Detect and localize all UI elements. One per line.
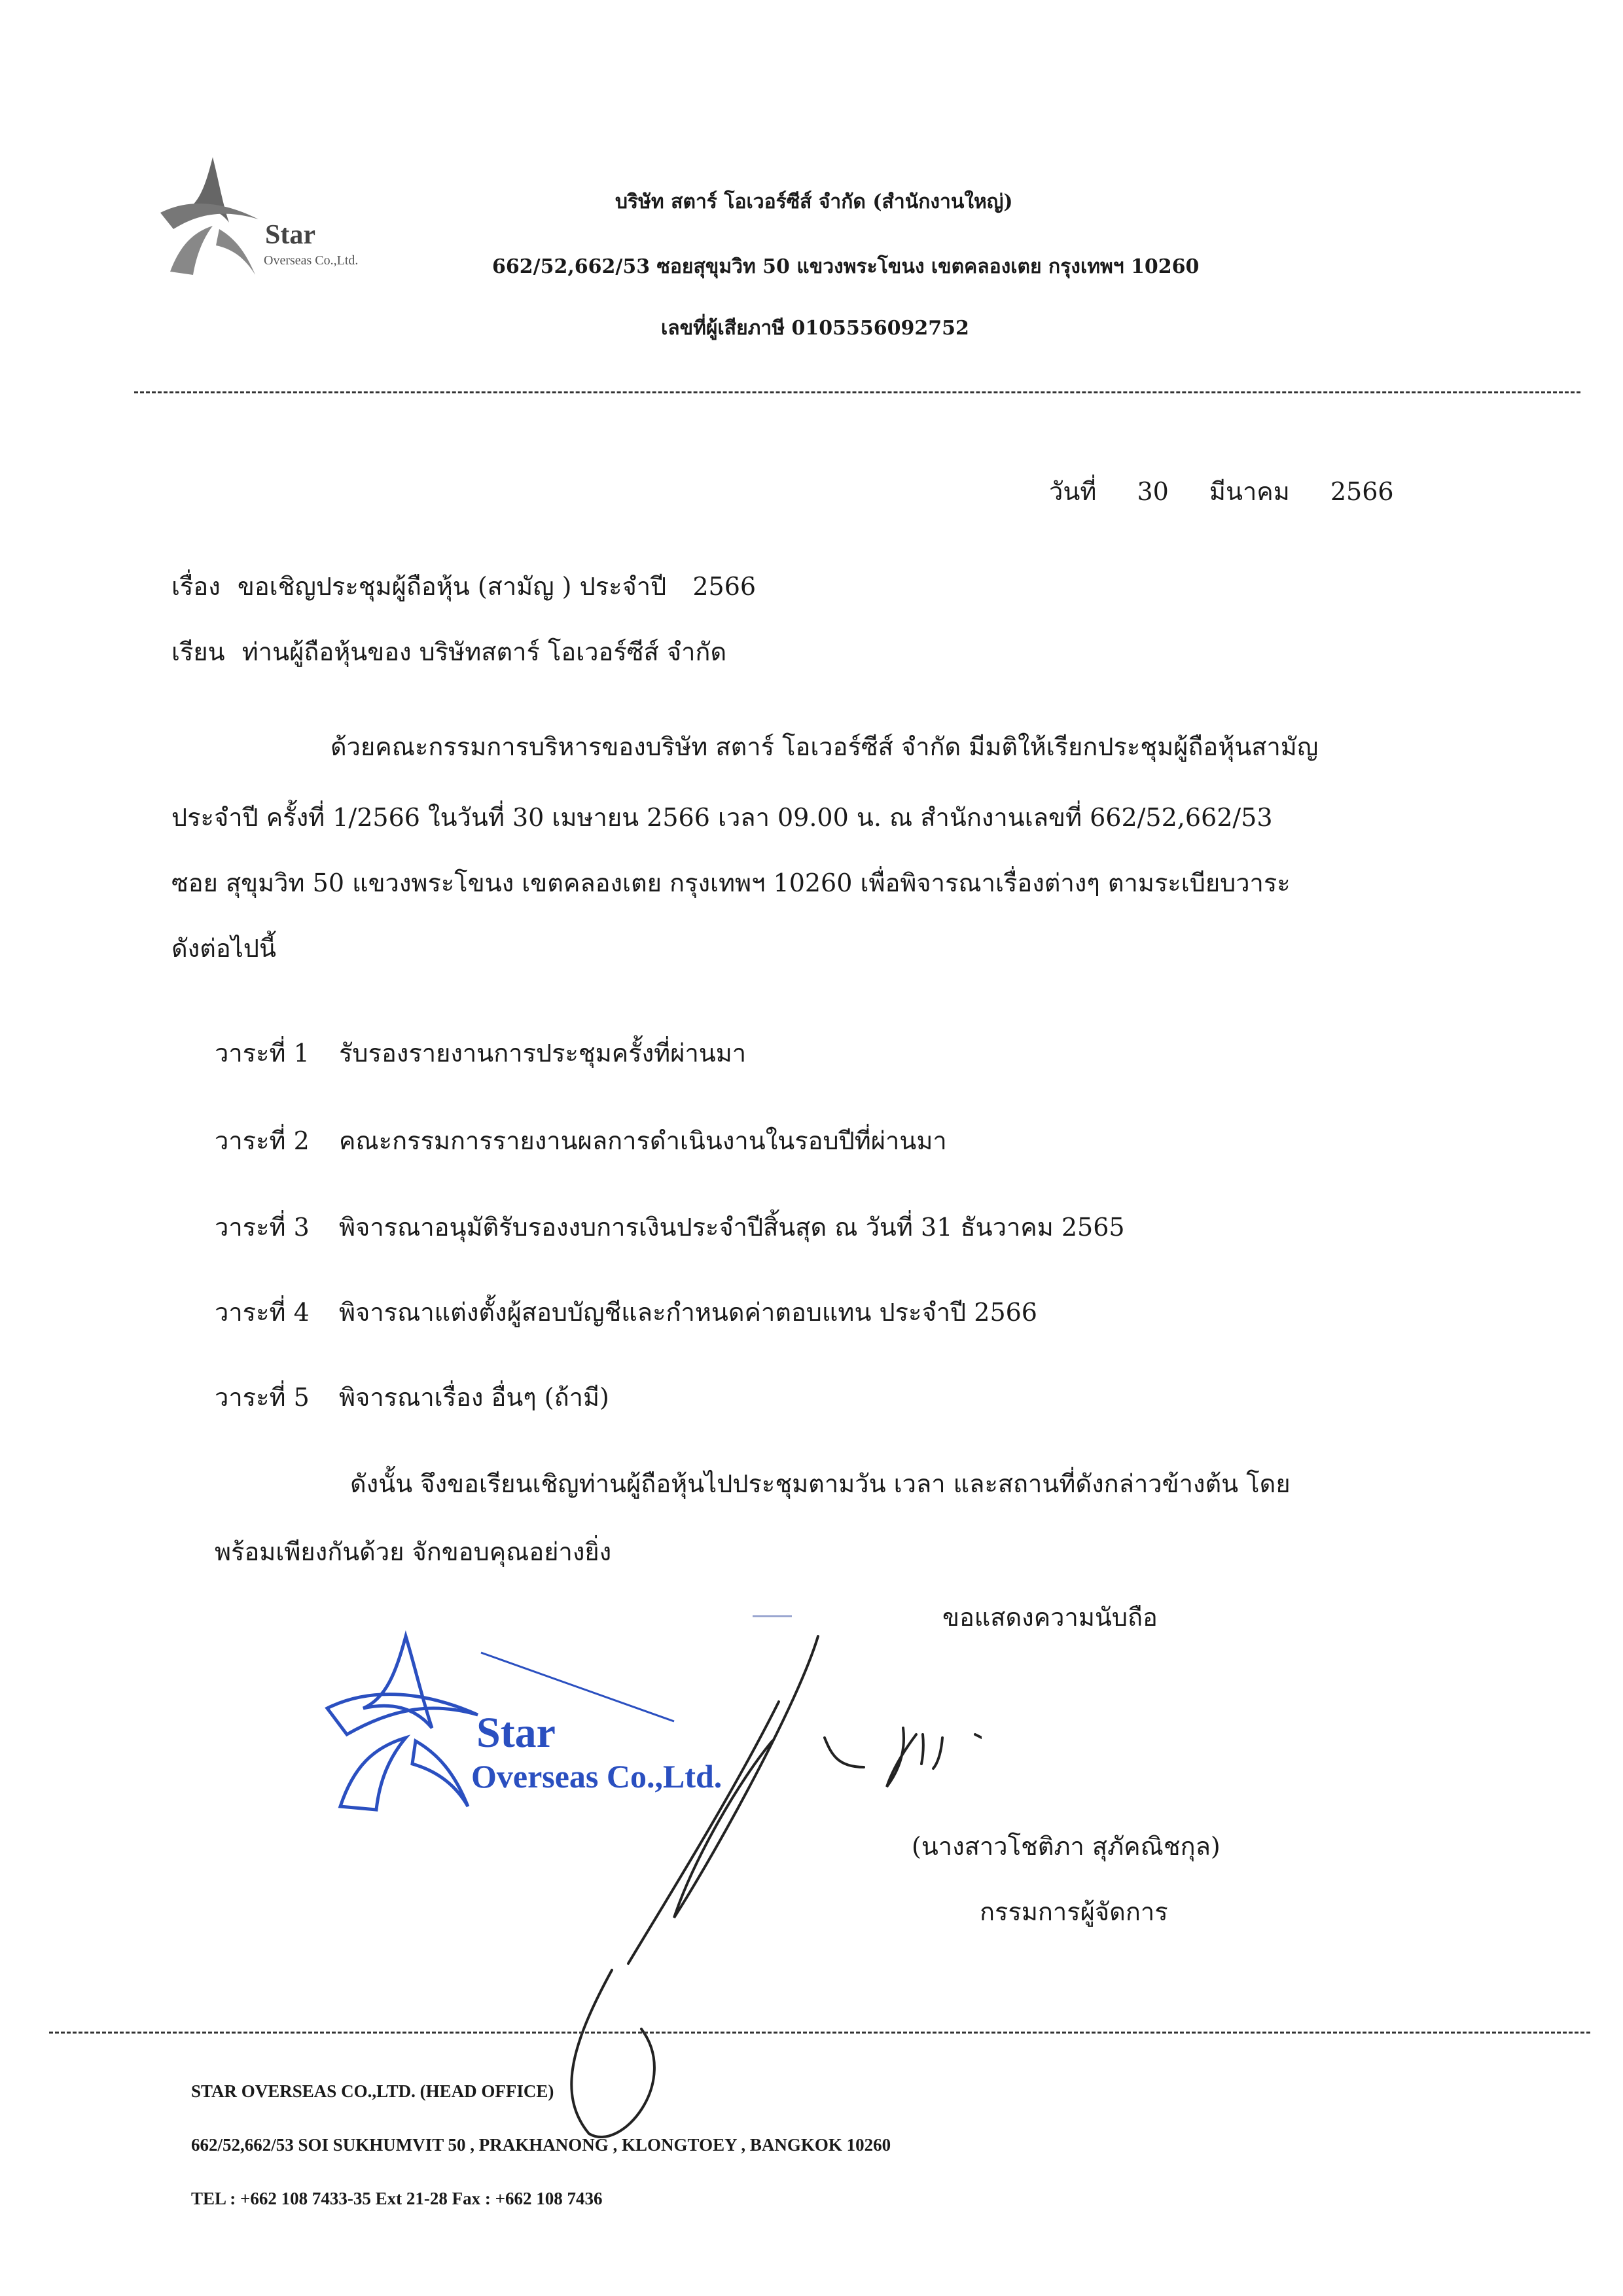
to-line	[171, 632, 726, 672]
stamp-mark	[753, 1615, 792, 1617]
agenda-text: คณะกรรมการรายงานผลการดำเนินงานในรอบปีที่ผ่านมา	[339, 1126, 947, 1155]
agenda-number: วาระที่ 3	[215, 1213, 310, 1242]
star-swoosh-icon	[147, 147, 278, 291]
regards-text: ขอแสดงความนับถือ	[942, 1603, 1158, 1632]
letter-date	[1049, 471, 1394, 511]
agenda-number: วาระที่ 5	[215, 1383, 310, 1412]
agenda-text: พิจารณาอนุมัติรับรองงบการเงินประจำปีสิ้นสุด ณ วันที่ 31 ธันวาคม 2565	[339, 1213, 1125, 1242]
footer-company: STAR OVERSEAS CO.,LTD. (HEAD OFFICE)	[191, 2081, 554, 2101]
stamp-star-text: Star	[476, 1709, 556, 1757]
agenda-item	[215, 1377, 609, 1417]
agenda-number: วาระที่ 1	[215, 1039, 310, 1067]
footer-address: 662/52,662/53 SOI SUKHUMVIT 50 , PRAKHANONG , KLONGTOEY , BANGKOK 10260	[191, 2135, 891, 2155]
date-prefix: วันที่	[1049, 477, 1097, 506]
agenda-item	[215, 1033, 746, 1073]
signatory-name: (นางสาวโชติภา สุภัคณิชกุล)	[912, 1832, 1221, 1861]
agenda-number: วาระที่ 2	[215, 1126, 310, 1155]
agenda-item	[215, 1207, 1125, 1247]
date-year: 2566	[1330, 477, 1394, 506]
date-day: 30	[1137, 477, 1169, 506]
agenda-number: วาระที่ 4	[215, 1298, 310, 1327]
to-text: ท่านผู้ถือหุ้นของ บริษัทสตาร์ โอเวอร์ซีส์ จำกัด	[241, 637, 727, 666]
company-logo	[147, 147, 435, 291]
subject-text: ขอเชิญประชุมผู้ถือหุ้น (สามัญ ) ประจำปี	[237, 572, 667, 601]
footer-divider	[49, 2032, 1590, 2034]
paragraph-line-4: ดังต่อไปนี้	[171, 934, 276, 963]
tax-id: เลขที่ผู้เสียภาษี 0105556092752	[661, 317, 969, 340]
header-divider	[134, 391, 1580, 393]
subject-label: เรื่อง	[171, 572, 221, 601]
agenda-text: พิจารณาเรื่อง อื่นๆ (ถ้ามี)	[339, 1383, 609, 1412]
agenda-text: พิจารณาแต่งตั้งผู้สอบบัญชีและกำหนดค่าตอบแทน ประจำปี 2566	[339, 1298, 1037, 1327]
subject-line	[171, 566, 756, 606]
handwritten-signature-icon	[524, 1623, 982, 2212]
company-address: 662/52,662/53 ซอยสุขุมวิท 50 แขวงพระโขนง เขตคลองเตย กรุงเทพฯ 10260	[492, 255, 1200, 278]
agenda-item	[215, 1121, 947, 1160]
stamp-sub-text: Overseas Co.,Ltd.	[471, 1758, 722, 1795]
agenda-text: รับรองรายงานการประชุมครั้งที่ผ่านมา	[339, 1039, 747, 1067]
agenda-item	[215, 1292, 1037, 1332]
logo-sub-text: Overseas Co.,Ltd.	[264, 253, 359, 268]
to-label: เรียน	[171, 637, 225, 666]
date-month: มีนาคม	[1209, 477, 1290, 506]
footer-contact: TEL : +662 108 7433-35 Ext 21-28 Fax : +662 108 7436	[191, 2189, 603, 2208]
subject-year: 2566	[692, 572, 757, 601]
signatory-position: กรรมการผู้จัดการ	[980, 1897, 1168, 1926]
paragraph-line-1: ด้วยคณะกรรมการบริหารของบริษัท สตาร์ โอเวอร์ซีส์ จำกัด มีมติให้เรียกประชุมผู้ถือหุ้นสามัญ	[330, 732, 1319, 761]
logo-star-text: Star	[265, 220, 315, 250]
paragraph-line-3: ซอย สุขุมวิท 50 แขวงพระโขนง เขตคลองเตย กรุงเทพฯ 10260 เพื่อพิจารณาเรื่องต่างๆ ตามระเบียบวาระ	[171, 869, 1291, 897]
closing-line-1: ดังนั้น จึงขอเรียนเชิญท่านผู้ถือหุ้นไปประชุมตามวัน เวลา และสถานที่ดังกล่าวข้างต้น โดย	[350, 1469, 1291, 1498]
closing-line-2: พร้อมเพียงกันด้วย จักขอบคุณอย่างยิ่ง	[215, 1537, 612, 1566]
paragraph-line-2: ประจำปี ครั้งที่ 1/2566 ในวันที่ 30 เมษายน 2566 เวลา 09.00 น. ณ สำนักงานเลขที่ 662/52,662/53	[171, 803, 1273, 832]
company-name: บริษัท สตาร์ โอเวอร์ซีส์ จำกัด (สำนักงานใหญ่)	[615, 190, 1013, 213]
